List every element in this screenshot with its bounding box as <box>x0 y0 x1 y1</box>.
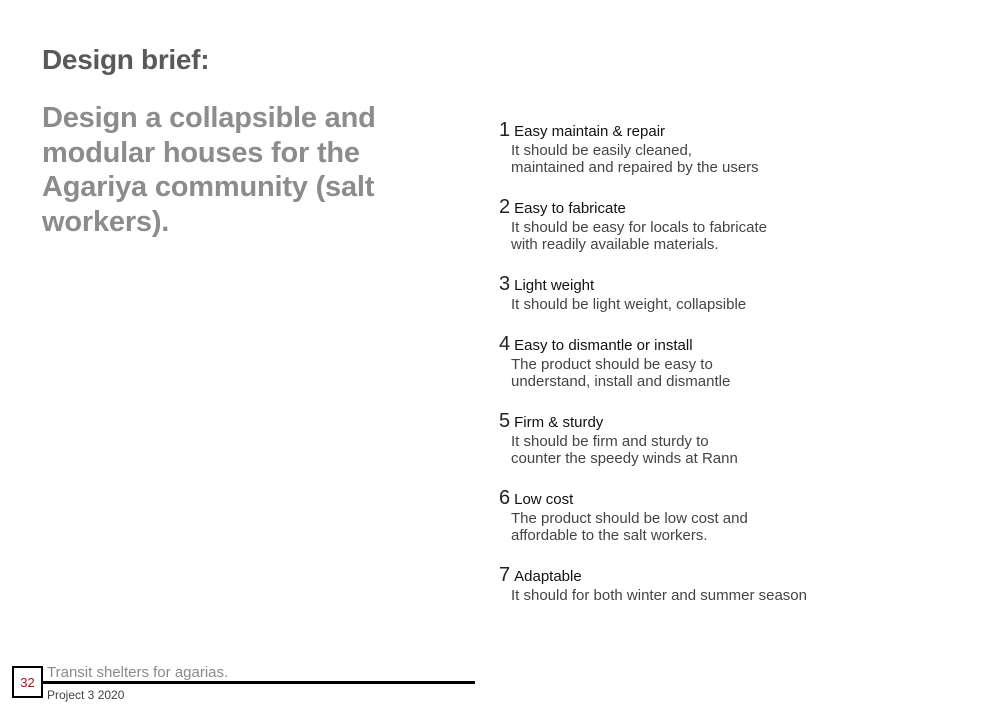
requirement-item <box>499 486 969 563</box>
requirement-title: Easy to fabricate <box>514 200 626 217</box>
requirement-title: Low cost <box>514 491 574 508</box>
requirement-title: Light weight <box>514 277 595 294</box>
requirement-description: The product should be low cost and affordable to the salt workers. <box>511 510 748 544</box>
requirement-description: It should be firm and sturdy to counter the speedy winds at Rann <box>511 433 738 467</box>
requirement-item <box>499 272 969 332</box>
requirement-number: 3 <box>499 273 511 295</box>
requirement-title: Adaptable <box>514 568 582 585</box>
requirement-number: 2 <box>499 196 511 218</box>
requirement-title: Easy to dismantle or install <box>514 337 693 354</box>
page-heading: Design brief: <box>42 44 210 75</box>
requirements-list <box>499 118 969 623</box>
requirement-description: It should be easy for locals to fabricate with readily available materials. <box>511 219 767 253</box>
requirement-description: The product should be easy to understand, install and dismantle <box>511 356 731 390</box>
requirement-description: It should be light weight, collapsible <box>511 296 747 313</box>
design-brief-statement: Design a collapsible and modular houses for the Agariya community (salt workers). <box>42 102 376 238</box>
requirement-item <box>499 332 969 409</box>
footer-title: Transit shelters for agarias. <box>47 664 229 681</box>
requirement-number: 7 <box>499 564 511 586</box>
requirement-description: It should be easily cleaned, maintained and repaired by the users <box>511 142 759 176</box>
footer-subtitle: Project 3 2020 <box>47 688 125 702</box>
page-number: 32 <box>20 674 35 690</box>
page-number-box <box>12 666 43 698</box>
requirement-item <box>499 118 969 195</box>
requirement-item <box>499 563 969 623</box>
requirement-number: 5 <box>499 410 511 432</box>
requirement-number: 6 <box>499 487 511 509</box>
requirement-number: 4 <box>499 333 511 355</box>
requirement-item <box>499 409 969 486</box>
requirement-number: 1 <box>499 119 511 141</box>
requirement-item <box>499 195 969 272</box>
requirement-title: Firm & sturdy <box>514 414 604 431</box>
requirement-description: It should for both winter and summer season <box>511 587 807 604</box>
requirement-title: Easy maintain & repair <box>514 123 666 140</box>
